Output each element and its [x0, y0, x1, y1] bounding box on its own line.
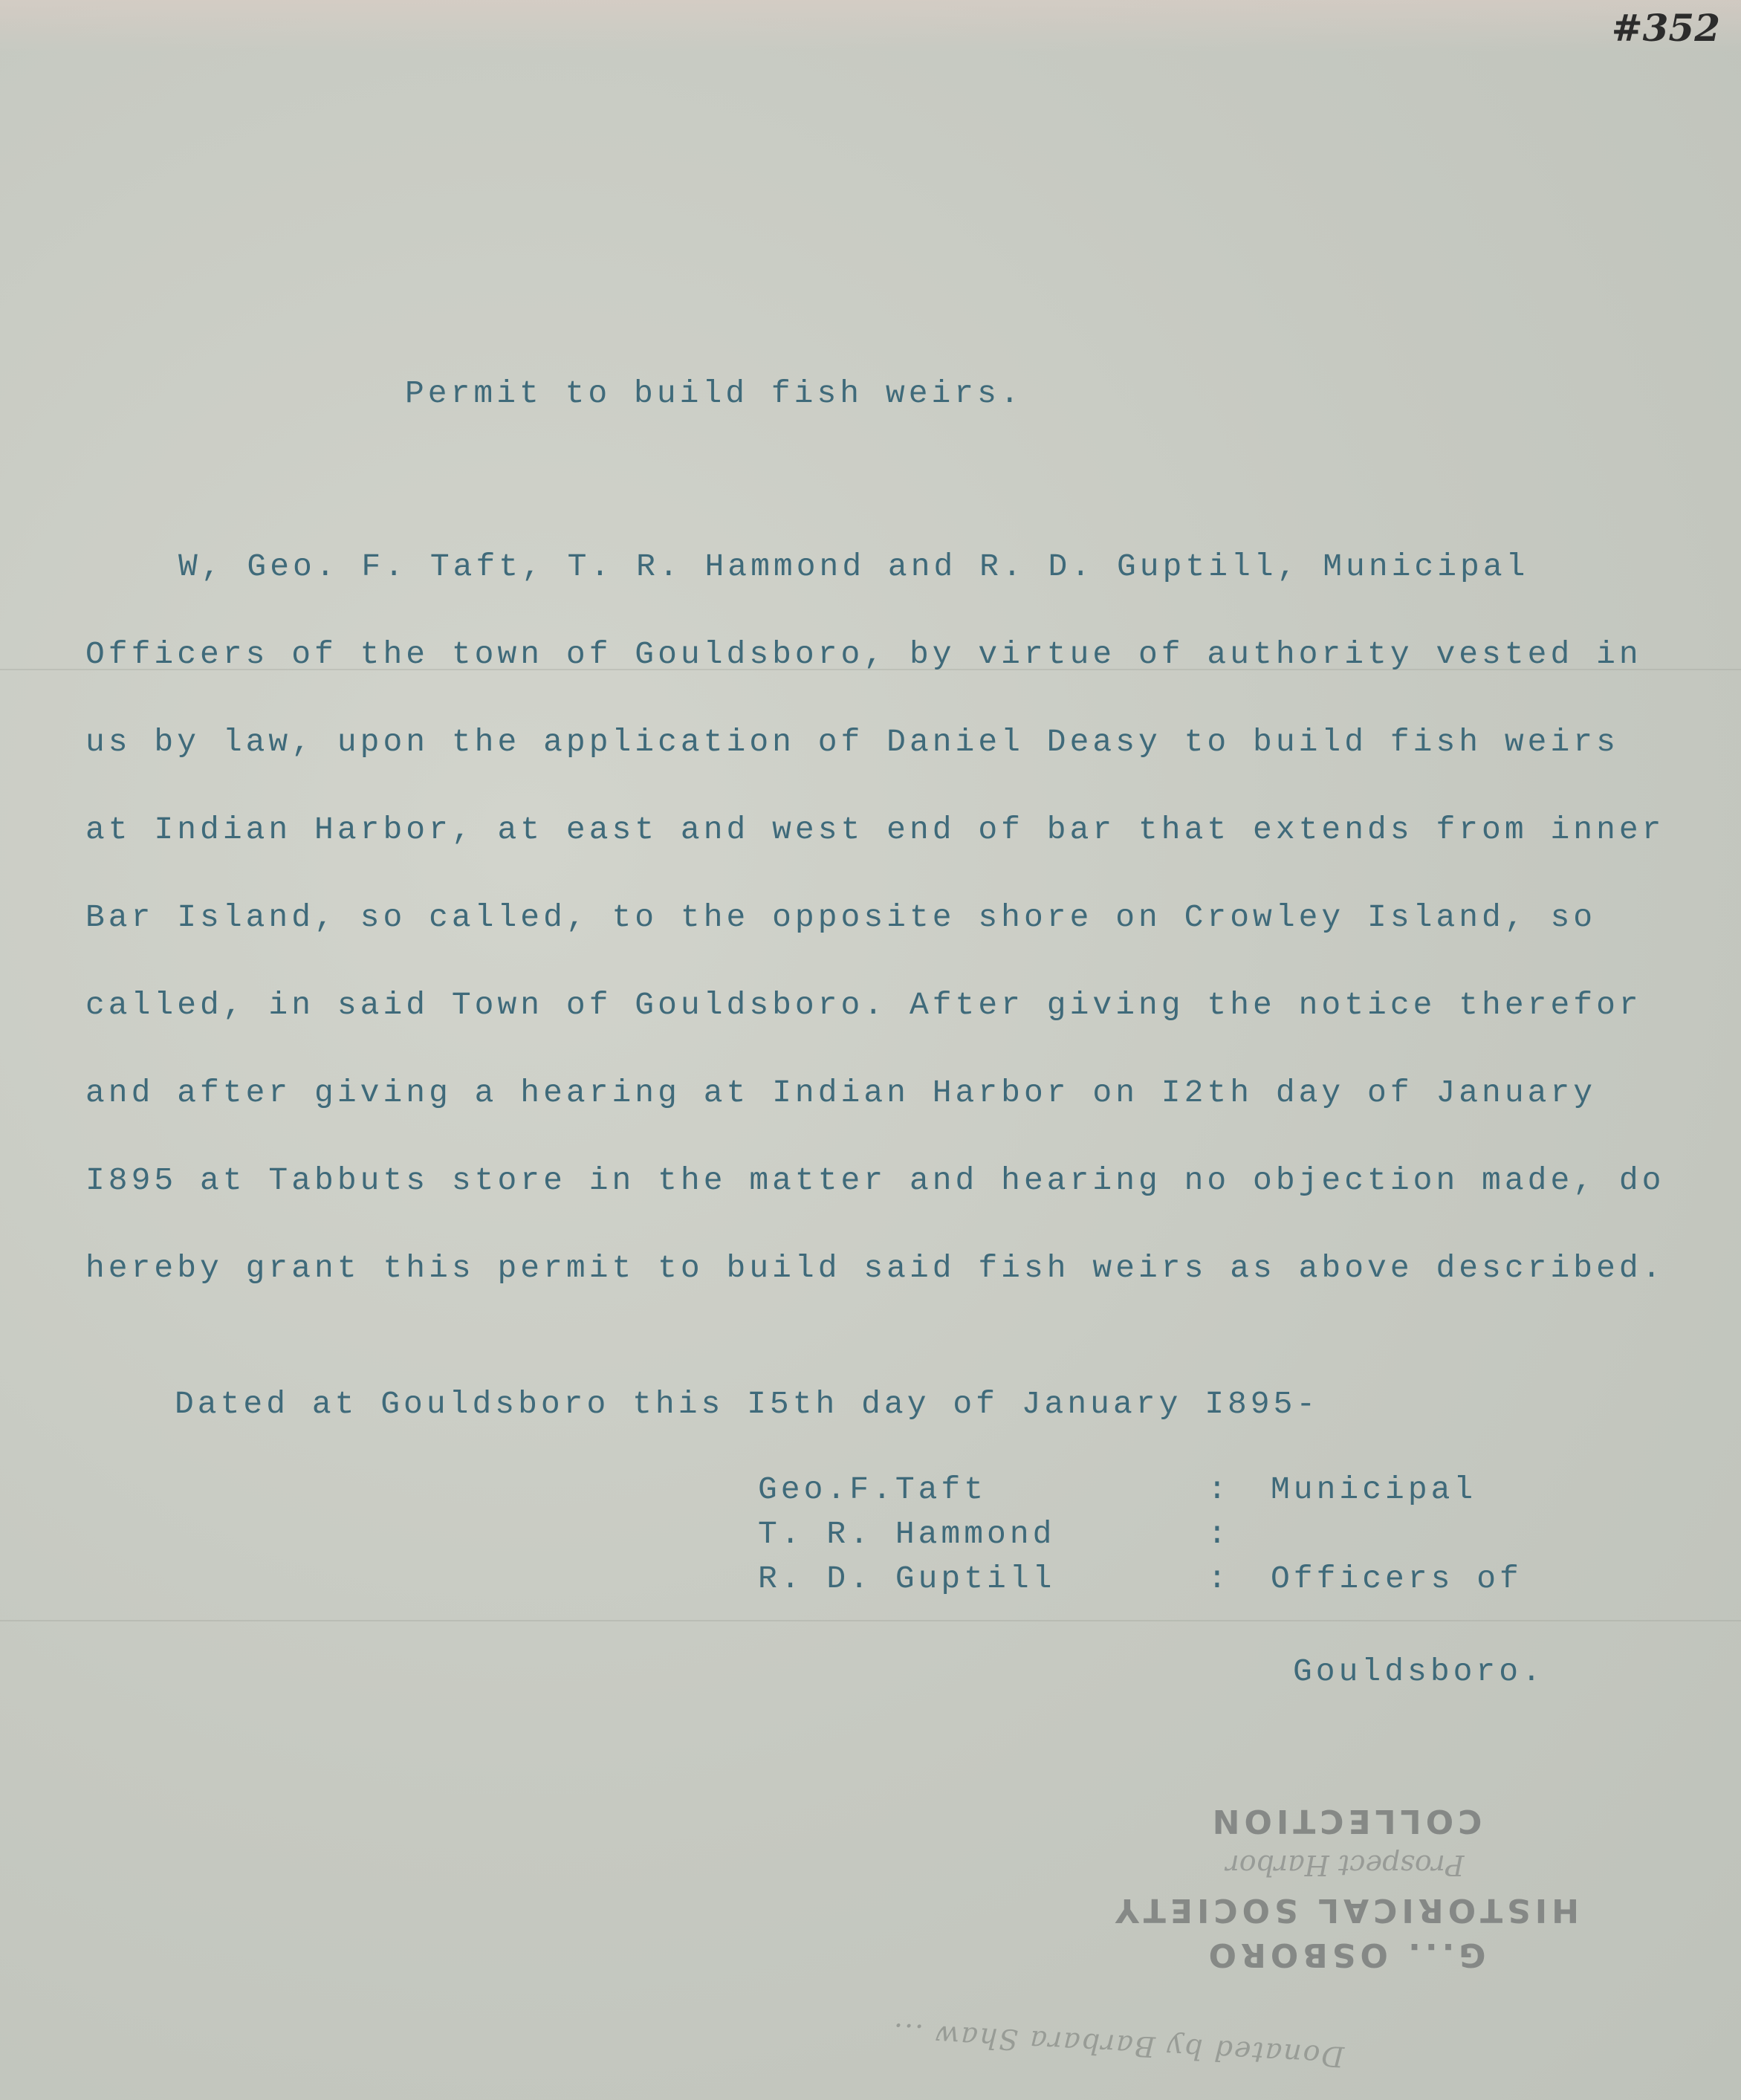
- body-line: at Indian Harbor, at east and west end of bar that extends from inner: [85, 811, 1665, 848]
- document-title: Permit to build fish weirs.: [405, 375, 1023, 412]
- donation-note: Donated by Barbara Shaw ...: [891, 2017, 1345, 2073]
- signer-name: R. D. Guptill: [758, 1561, 1056, 1597]
- signer-name: T. R. Hammond: [758, 1516, 1056, 1552]
- dated-line: Dated at Gouldsboro this I5th day of January I895-: [175, 1386, 1320, 1422]
- signature-colon: :: [1207, 1561, 1231, 1597]
- body-line: and after giving a hearing at Indian Harbor on I2th day of January: [85, 1075, 1597, 1111]
- signature-colon: :: [1207, 1471, 1231, 1508]
- signer-office: Municipal: [1271, 1471, 1477, 1508]
- body-line: Officers of the town of Gouldsboro, by virtue of authority vested in: [85, 636, 1642, 673]
- body-line: Bar Island, so called, to the opposite shore on Crowley Island, so: [85, 899, 1597, 936]
- archive-number: #352: [1611, 6, 1720, 50]
- paper-fold-line: [0, 1620, 1741, 1621]
- stamp-text: G... OSBORO: [1204, 1936, 1486, 1974]
- stamp-text: HISTORICAL SOCIETY: [1111, 1891, 1579, 1929]
- stamp-handwriting: Prospect Harbor: [1225, 1849, 1465, 1882]
- body-line: I895 at Tabbuts store in the matter and hearing no objection made, do: [85, 1162, 1665, 1199]
- body-line: hereby grant this permit to build said fish weirs as above described.: [85, 1250, 1665, 1286]
- permit-body: [85, 548, 1665, 1338]
- body-line: us by law, upon the application of Daniel Deasy to build fish weirs: [85, 724, 1619, 760]
- body-line: W, Geo. F. Taft, T. R. Hammond and R. D. Guptill, Municipal: [178, 548, 1529, 585]
- signature-colon: :: [1207, 1516, 1231, 1552]
- historical-society-stamp: [1085, 1754, 1605, 1977]
- town-name: Gouldsboro.: [1293, 1653, 1545, 1690]
- stamp-text: COLLECTION: [1207, 1802, 1482, 1840]
- body-line: called, in said Town of Gouldsboro. After giving the notice therefor: [85, 987, 1642, 1023]
- signer-name: Geo.F.Taft: [758, 1471, 988, 1508]
- signer-office: Officers of: [1271, 1561, 1523, 1597]
